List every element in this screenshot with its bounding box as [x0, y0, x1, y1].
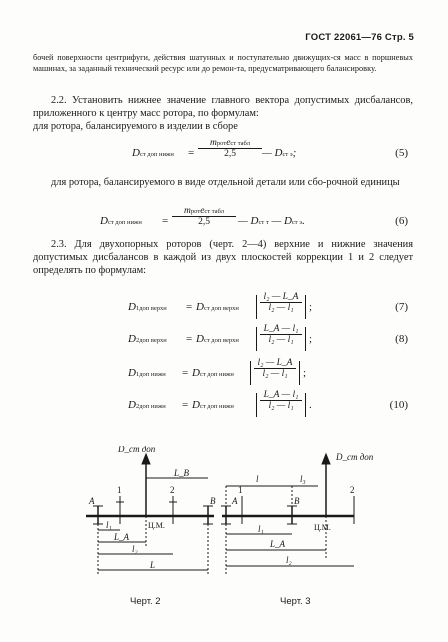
svg-text:B: B	[210, 496, 216, 506]
figure-3-diagram	[218, 446, 398, 586]
paragraph-detail: для ротора, балансируемого в виде отдельной детали или сбо-рочной единицы	[51, 177, 400, 188]
formula-9: D1доп нижн = Dст доп нижн l₂ — L_A l₂ — l₁ ;	[0, 358, 448, 388]
svg-text:l₂: l₂	[132, 544, 138, 554]
paragraph-2-2-assembly: для ротора, балансируемого в изделии в сборе	[33, 121, 238, 132]
figure-2-diagram	[80, 446, 230, 586]
fig3-d-label: D_ст доп	[336, 452, 374, 462]
formula-6-number: (6)	[395, 215, 408, 227]
svg-text:1: 1	[238, 485, 243, 495]
formula-8-number: (8)	[395, 333, 408, 345]
svg-text:B: B	[294, 496, 300, 506]
svg-text:Ц.М.: Ц.М.	[148, 521, 165, 530]
figure-3-caption: Черт. 3	[280, 596, 311, 607]
svg-text:Ц.М.: Ц.М.	[314, 523, 331, 532]
svg-text:L_A: L_A	[270, 539, 286, 549]
formula-7-number: (7)	[395, 301, 408, 313]
svg-text:2: 2	[170, 485, 175, 495]
svg-text:1: 1	[117, 485, 122, 495]
formula-5-number: (5)	[395, 147, 408, 159]
svg-text:L_B: L_B	[174, 468, 190, 478]
svg-text:l: l	[256, 474, 259, 484]
formula-5: Dст доп нижн = mротeст табл 2,5 — Dст э; (5)	[132, 138, 408, 159]
svg-text:l₃: l₃	[300, 474, 306, 484]
svg-text:A: A	[89, 496, 95, 506]
svg-text:l₂: l₂	[286, 555, 292, 565]
svg-text:L: L	[150, 560, 156, 570]
svg-text:l₁: l₁	[106, 520, 112, 530]
formula-10-number: (10)	[389, 399, 408, 411]
formula-6: Dст доп нижн = mротeст табл 2,5 — Dст т — Dст э. (6)	[100, 206, 408, 227]
intro-paragraph: бочей поверхности центрифуги, действия шатунных и поступательно движущих-ся масс в поршневых машинах, за заданный технический ресурс или до ремон-та, предусматривающего балансировку.	[33, 53, 413, 73]
fig2-d-label: D_ст доп	[118, 446, 156, 454]
page-header: ГОСТ 22061—76 Стр. 5	[305, 32, 414, 43]
formula-7: D1доп верхн = Dст доп верхн l₂ — L_A l₂ — l₁ ; (7)	[0, 292, 448, 322]
svg-text:L_A: L_A	[114, 532, 130, 542]
paragraph-2-3: 2.3. Для двухопорных роторов (черт. 2—4) верхние и нижние значения допустимых дисбалансов в каждой из двух плоскостей коррекции 1 и 2 следует определять по формулам:	[33, 239, 413, 276]
svg-text:2: 2	[350, 485, 355, 495]
figure-2-caption: Черт. 2	[130, 596, 161, 607]
formula-8: D2доп верхн = Dст доп верхн L_A — l₁ l₂ — l₁ ; (8)	[0, 324, 448, 354]
paragraph-2-2: 2.2. Установить нижнее значение главного вектора допустимых дисбалансов, приложенного к центру масс ротора, по формулам:	[33, 95, 413, 119]
svg-text:l₁: l₁	[258, 524, 264, 534]
svg-text:A: A	[232, 496, 238, 506]
formula-10: D2доп нижн = Dст доп нижн L_A — l₁ l₂ — l₁ . (10)	[0, 390, 448, 420]
